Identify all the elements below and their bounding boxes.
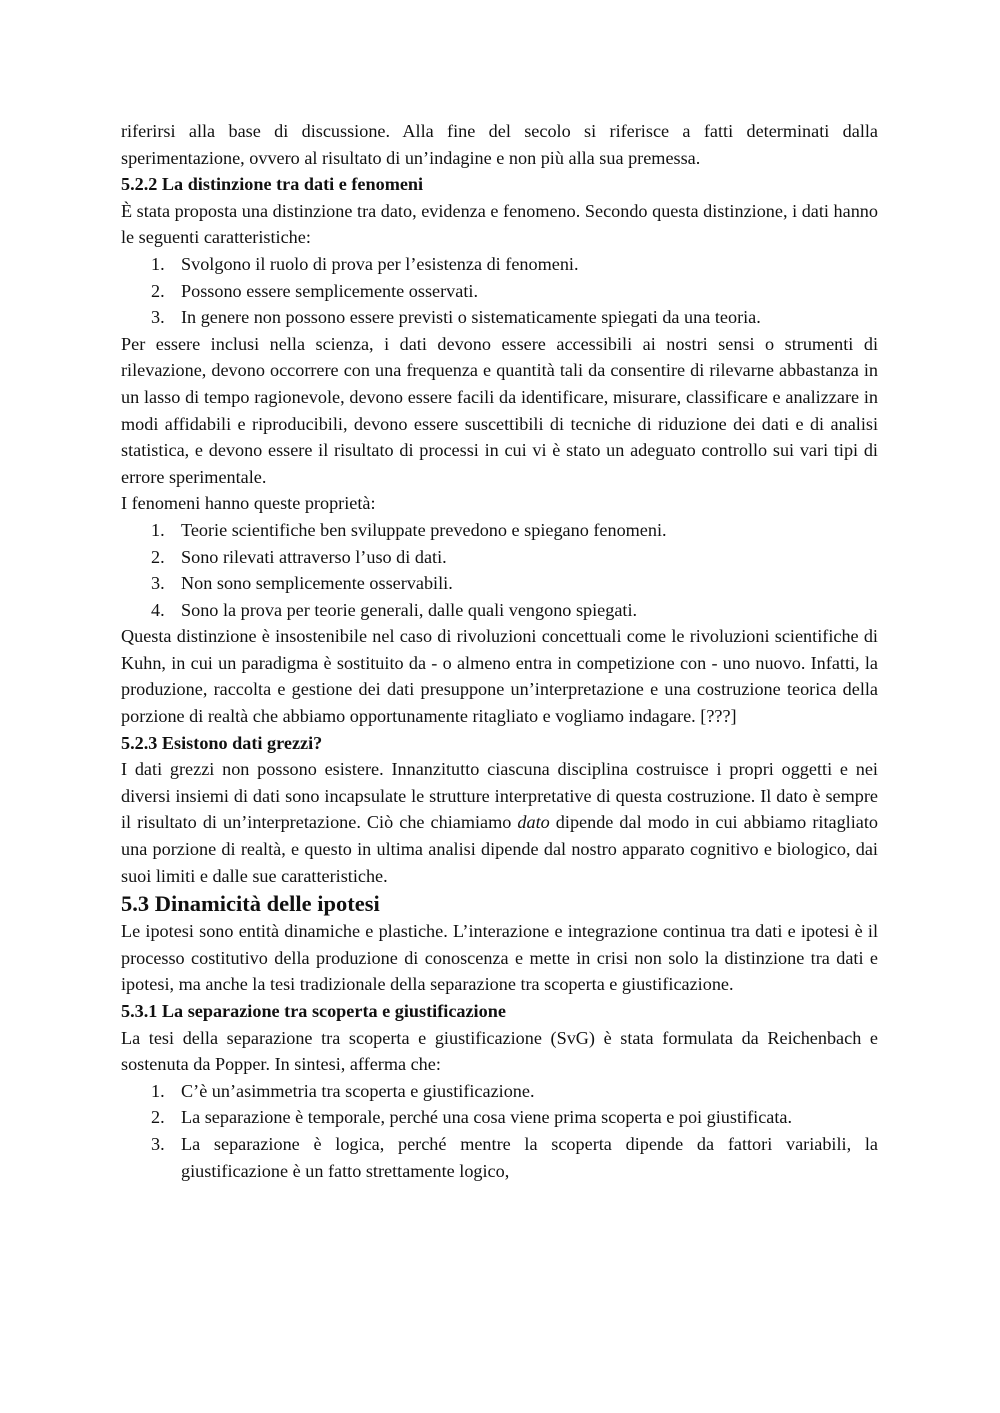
paragraph-kuhn: Questa distinzione è insostenibile nel caso di rivoluzioni concettuali come le rivoluzioni scientifiche di Kuhn, in cui un paradigma è sostituito da - o almeno entra in competizione con - uno nuovo. Infatti, la produzione, raccolta e gestione dei dati presuppone un’interpretazione e una costruzione teorica della porzione di realtà che abbiamo opportunamente ritagliato e vogliamo indagare. [???]: [121, 626, 878, 727]
list-fenomeni: [121, 517, 878, 623]
list-item: 4. Sono la prova per teorie generali, dalle quali vengono spiegati.: [151, 599, 638, 620]
list-item: 1. C’è un’asimmetria tra scoperta e giustificazione.: [151, 1080, 535, 1101]
section-heading-5-3: 5.3 Dinamicità delle ipotesi: [121, 891, 380, 917]
list-item: 2. La separazione è temporale, perché una cosa viene prima scoperta e poi giustificata.: [151, 1107, 793, 1128]
paragraph-raw-data: I dati grezzi non possono esistere. Innanzitutto ciascuna disciplina costruisce i propri oggetti e nei diversi insiemi di dati sono incapsulate le strutture interpretative di questa costruzione. Il dato è sempre il risultato di un’interpretazione. Ciò che chiamiamo dato dipende dal modo in cui abbiamo ritagliato una porzione di realtà, e questo in ultima analisi dipende dal nostro apparato cognitivo e biologico, dai suoi limiti e dalle sue caratteristiche.: [121, 759, 878, 886]
paragraph-phenomena-intro: I fenomeni hanno queste proprietà:: [121, 493, 376, 514]
list-svg: [121, 1078, 878, 1184]
paragraph-requirements: Per essere inclusi nella scienza, i dati devono essere accessibili ai nostri sensi o strumenti di rilevazione, devono occorrere con una frequenza e quantità tali da consentire di rilevarne abbastanza in un lasso di tempo ragionevole, devono essere facili da identificare, misurare, classificare e analizzare in modi affidabili e riproducibili, devono essere suscettibili di tecniche di riduzione dei dati e di analisi statistica, e devono essere il risultato di processi in cui vi è stato un adeguato controllo sui vari tipi di errore sperimentale.: [121, 333, 878, 487]
section-heading-5-2-3: 5.2.3 Esistono dati grezzi?: [121, 732, 323, 753]
list-item: 1. Teorie scientifiche ben sviluppate prevedono e spiegano fenomeni.: [151, 519, 667, 540]
document-page: [121, 118, 878, 1184]
list-item: 3. La separazione è logica, perché mentre la scoperta dipende da fattori variabili, la giustificazione è un fatto strettamente logico,: [151, 1133, 878, 1181]
paragraph-svg-thesis: La tesi della separazione tra scoperta e giustificazione (SvG) è stata formulata da Reichenbach e sostenuta da Popper. In sintesi, afferma che:: [121, 1027, 878, 1075]
list-item: 2. Sono rilevati attraverso l’uso di dati.: [151, 546, 447, 567]
section-heading-5-2-2: 5.2.2 La distinzione tra dati e fenomeni: [121, 174, 424, 195]
paragraph-dynamic-hypotheses: Le ipotesi sono entità dinamiche e plastiche. L’interazione e integrazione continua tra dati e ipotesi è il processo costitutivo della produzione di conoscenza e mette in crisi non solo la distinzione tra dati e ipotesi, ma anche la tesi tradizionale della separazione tra scoperta e giustificazione.: [121, 921, 878, 995]
list-item: 1. Svolgono il ruolo di prova per l’esistenza di fenomeni.: [151, 253, 579, 274]
emphasis-dato: dato: [517, 812, 550, 833]
list-item: 3. Non sono semplicemente osservabili.: [151, 573, 453, 594]
list-item: 2. Possono essere semplicemente osservati.: [151, 280, 478, 301]
list-dati: [121, 251, 878, 331]
list-item: 3. In genere non possono essere previsti o sistematicamente spiegati da una teoria.: [151, 307, 761, 328]
intro-paragraph: riferirsi alla base di discussione. Alla fine del secolo si riferisce a fatti determinati dalla sperimentazione, ovvero al risultato di un’indagine e non più alla sua premessa.: [121, 121, 878, 168]
section-heading-5-3-1: 5.3.1 La separazione tra scoperta e giustificazione: [121, 1001, 506, 1021]
paragraph-distinction: È stata proposta una distinzione tra dato, evidenza e fenomeno. Secondo questa distinzione, i dati hanno le seguenti caratteristiche:: [121, 200, 878, 248]
